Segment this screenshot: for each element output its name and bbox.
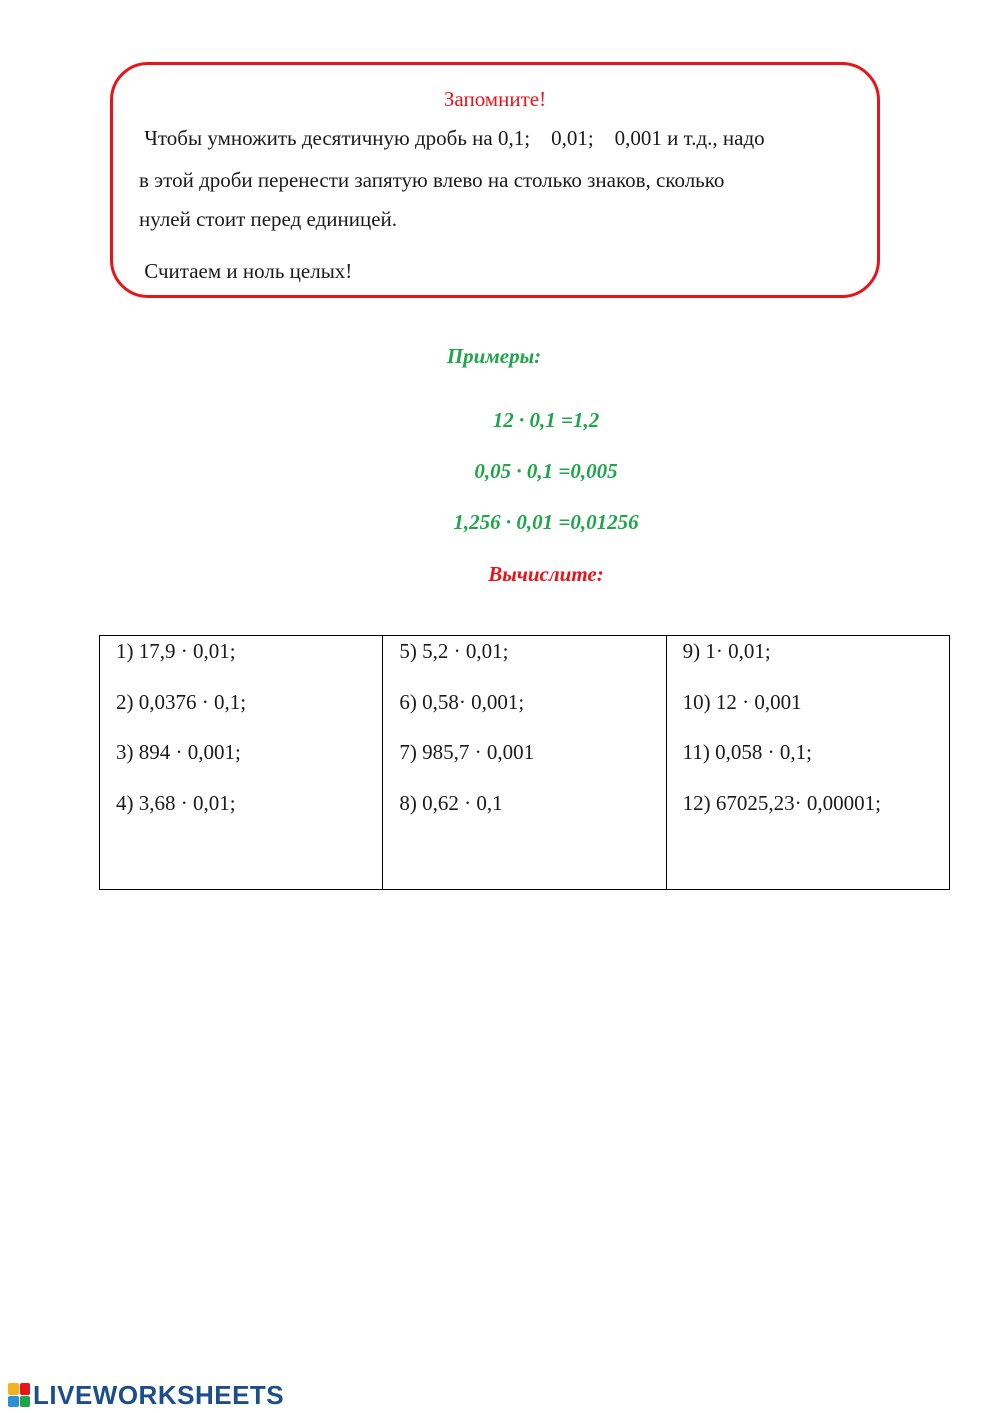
tasks-column-1 [100,636,383,890]
task-heading: Вычислите: [488,562,604,586]
task-item-8: 8) 0,62 · 0,1 [399,790,503,815]
task-item-10: 10) 12 · 0,001 [682,689,802,714]
task-item-11: 11) 0,058 · 0,1; [682,740,812,764]
example-2: 0,05 · 0,1 =0,005 [474,459,618,483]
task-item-12: 12) 67025,23· 0,00001; [682,790,881,815]
rule-line-2: в этой дроби перенести запятую влево на столько знаков, сколько [139,168,725,192]
task-item-6: 6) 0,58· 0,001; [399,689,525,714]
task-item-1: 1) 17,9 · 0,01; [116,639,236,663]
logo-text: LIVEWORKSHEETS [33,1379,285,1410]
liveworksheets-logo-icon [8,1383,30,1407]
rule-line-1: Чтобы умножить десятичную дробь на 0,1; 0,01; 0,001 и т.д., надо [139,126,765,150]
task-item-5: 5) 5,2 · 0,01; [399,639,509,663]
task-item-2: 2) 0,0376 · 0,1; [116,689,247,714]
example-3: 1,256 · 0,01 =0,01256 [453,510,639,534]
rule-box [110,62,880,298]
rule-line-3: нулей стоит перед единицей. [139,207,398,231]
examples-heading: Примеры: [446,344,542,368]
rule-line-4: Считаем и ноль целых! [139,259,353,283]
task-item-3: 3) 894 · 0,001; [116,740,241,764]
tasks-column-3 [666,636,949,890]
rule-title: Запомните! [443,87,547,111]
task-item-9: 9) 1· 0,01; [682,639,771,663]
task-item-4: 4) 3,68 · 0,01; [116,790,236,815]
task-item-7: 7) 985,7 · 0,001 [399,740,535,764]
example-1: 12 · 0,1 =1,2 [492,408,600,432]
liveworksheets-logo[interactable] [8,1380,284,1410]
tasks-table [99,635,950,890]
tasks-column-2 [383,636,666,890]
